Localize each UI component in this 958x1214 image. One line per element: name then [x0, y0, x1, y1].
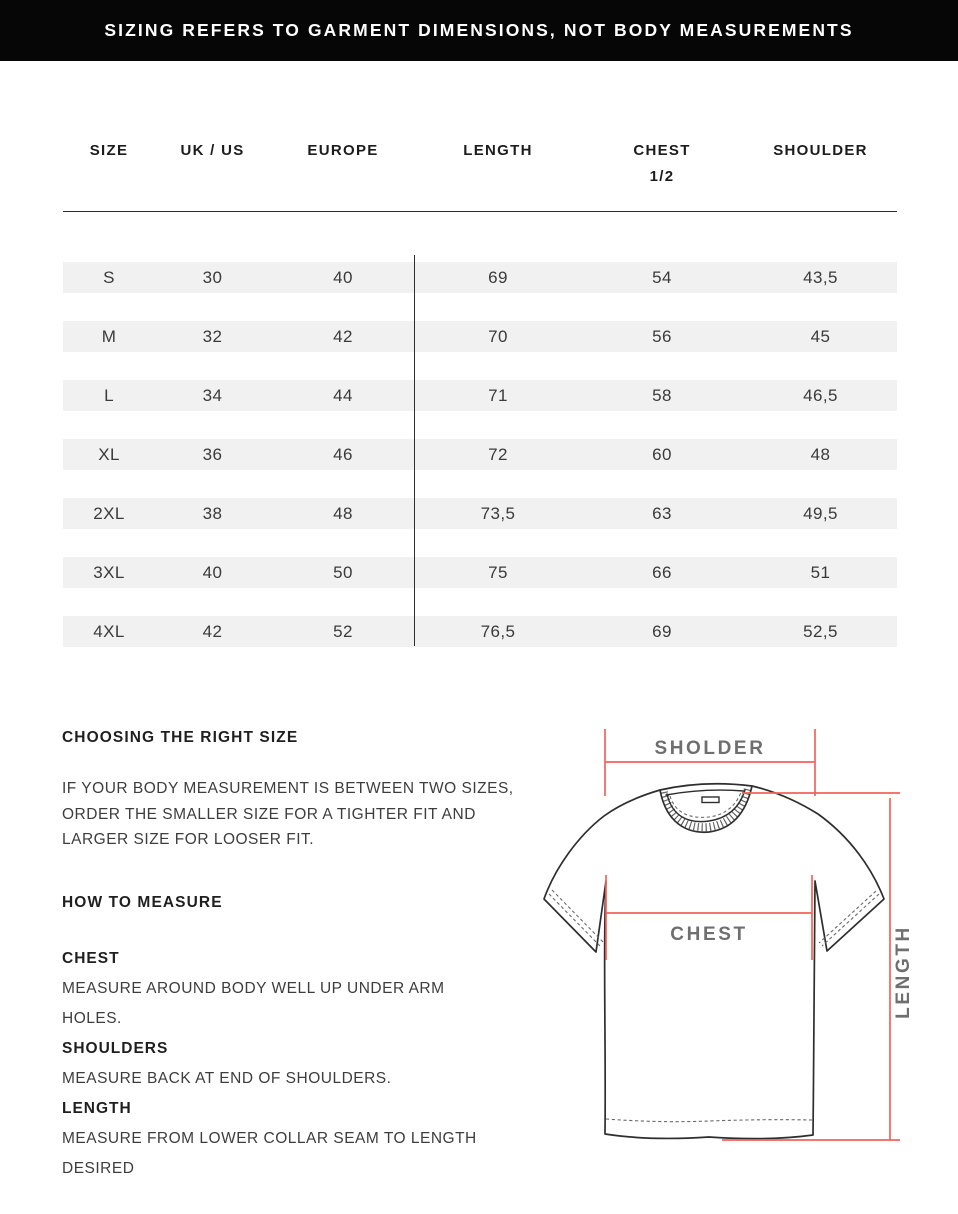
measure-shoulders-label: SHOULDERS [62, 1040, 169, 1057]
cell-uk-us: 36 [202, 444, 223, 464]
column-header-shoulder: SHOULDER [773, 142, 868, 159]
cell-uk-us: 42 [202, 621, 223, 641]
column-header-size: SIZE [89, 142, 129, 159]
table-header-rule [63, 211, 897, 212]
cell-size: M [101, 326, 117, 346]
shoulder-dim-label: SHOLDER [654, 738, 766, 759]
length-dim-label: LENGTH [893, 925, 914, 1019]
cell-length: 70 [488, 326, 508, 346]
neck-label-tag [702, 797, 719, 803]
cell-shoulder: 52,5 [803, 621, 838, 641]
column-header-chest [580, 141, 744, 186]
cell-uk-us: 38 [202, 503, 223, 523]
cell-chest: 54 [652, 267, 672, 287]
tshirt-drawing [544, 784, 884, 1139]
cell-chest: 66 [652, 562, 672, 582]
table-vertical-divider [414, 255, 415, 646]
measure-chest-label: CHEST [62, 950, 120, 967]
how-to-measure-title: HOW TO MEASURE [62, 894, 223, 911]
how-to-measure-list [62, 944, 492, 1184]
cell-size: 3XL [93, 562, 125, 582]
chest-dim-label: CHEST [670, 924, 748, 945]
cell-chest: 63 [652, 503, 672, 523]
cell-europe: 50 [333, 562, 353, 582]
cell-europe: 52 [333, 621, 353, 641]
size-table [63, 262, 897, 675]
cell-uk-us: 40 [202, 562, 223, 582]
measure-shoulders-text: MEASURE BACK AT END OF SHOULDERS. [62, 1070, 392, 1087]
cell-length: 75 [488, 562, 508, 582]
table-row-2xl [63, 498, 897, 529]
cell-europe: 48 [333, 503, 353, 523]
cell-shoulder: 51 [810, 562, 831, 582]
column-header-europe: EUROPE [307, 142, 379, 159]
cell-size: S [103, 267, 115, 287]
column-header-chest-line2: 1/2 [649, 168, 675, 185]
choosing-size-title: CHOOSING THE RIGHT SIZE [62, 729, 299, 746]
cell-chest: 58 [652, 385, 672, 405]
cell-chest: 56 [652, 326, 672, 346]
table-row-3xl [63, 557, 897, 588]
column-header-uk-us: UK / US [180, 142, 245, 159]
cell-shoulder: 48 [810, 444, 831, 464]
tshirt-measurement-diagram [520, 710, 958, 1180]
cell-length: 71 [488, 385, 508, 405]
cell-size: 4XL [93, 621, 125, 641]
cell-size: XL [98, 444, 120, 464]
measure-chest-text: MEASURE AROUND BODY WELL UP UNDER ARM HOLES. [62, 980, 445, 1027]
cell-length: 72 [488, 444, 508, 464]
cell-shoulder: 49,5 [803, 503, 838, 523]
table-row-4xl [63, 616, 897, 647]
column-header-length: LENGTH [463, 142, 533, 159]
cell-size: 2XL [93, 503, 125, 523]
table-row-l [63, 380, 897, 411]
column-header-chest-line1: CHEST [633, 142, 691, 159]
cell-europe: 40 [333, 267, 353, 287]
sizing-disclaimer-banner [0, 0, 958, 61]
table-row-s [63, 262, 897, 293]
cell-europe: 44 [333, 385, 353, 405]
cell-shoulder: 45 [810, 326, 831, 346]
cell-length: 76,5 [480, 621, 516, 641]
table-row-xl [63, 439, 897, 470]
cell-chest: 69 [652, 621, 672, 641]
measure-length-text: MEASURE FROM LOWER COLLAR SEAM TO LENGTH DESIRED [62, 1130, 477, 1177]
cell-shoulder: 46,5 [803, 385, 838, 405]
table-row-m [63, 321, 897, 352]
cell-size: L [104, 385, 114, 405]
measure-length-label: LENGTH [62, 1100, 132, 1117]
size-table-header [63, 141, 897, 186]
cell-length: 69 [488, 267, 508, 287]
cell-chest: 60 [652, 444, 672, 464]
cell-shoulder: 43,5 [803, 267, 838, 287]
cell-uk-us: 30 [202, 267, 223, 287]
cell-uk-us: 32 [202, 326, 223, 346]
choosing-size-paragraph: IF YOUR BODY MEASUREMENT IS BETWEEN TWO SIZES, ORDER THE SMALLER SIZE FOR A TIGHTER FIT AND LARGER SIZE FOR LOOSER FIT. [62, 780, 514, 848]
cell-length: 73,5 [480, 503, 516, 523]
sizing-disclaimer-text: SIZING REFERS TO GARMENT DIMENSIONS, NOT BODY MEASUREMENTS [104, 20, 854, 40]
cell-europe: 42 [333, 326, 353, 346]
tshirt-body-outline [544, 784, 884, 1139]
cell-uk-us: 34 [202, 385, 223, 405]
cell-europe: 46 [333, 444, 353, 464]
